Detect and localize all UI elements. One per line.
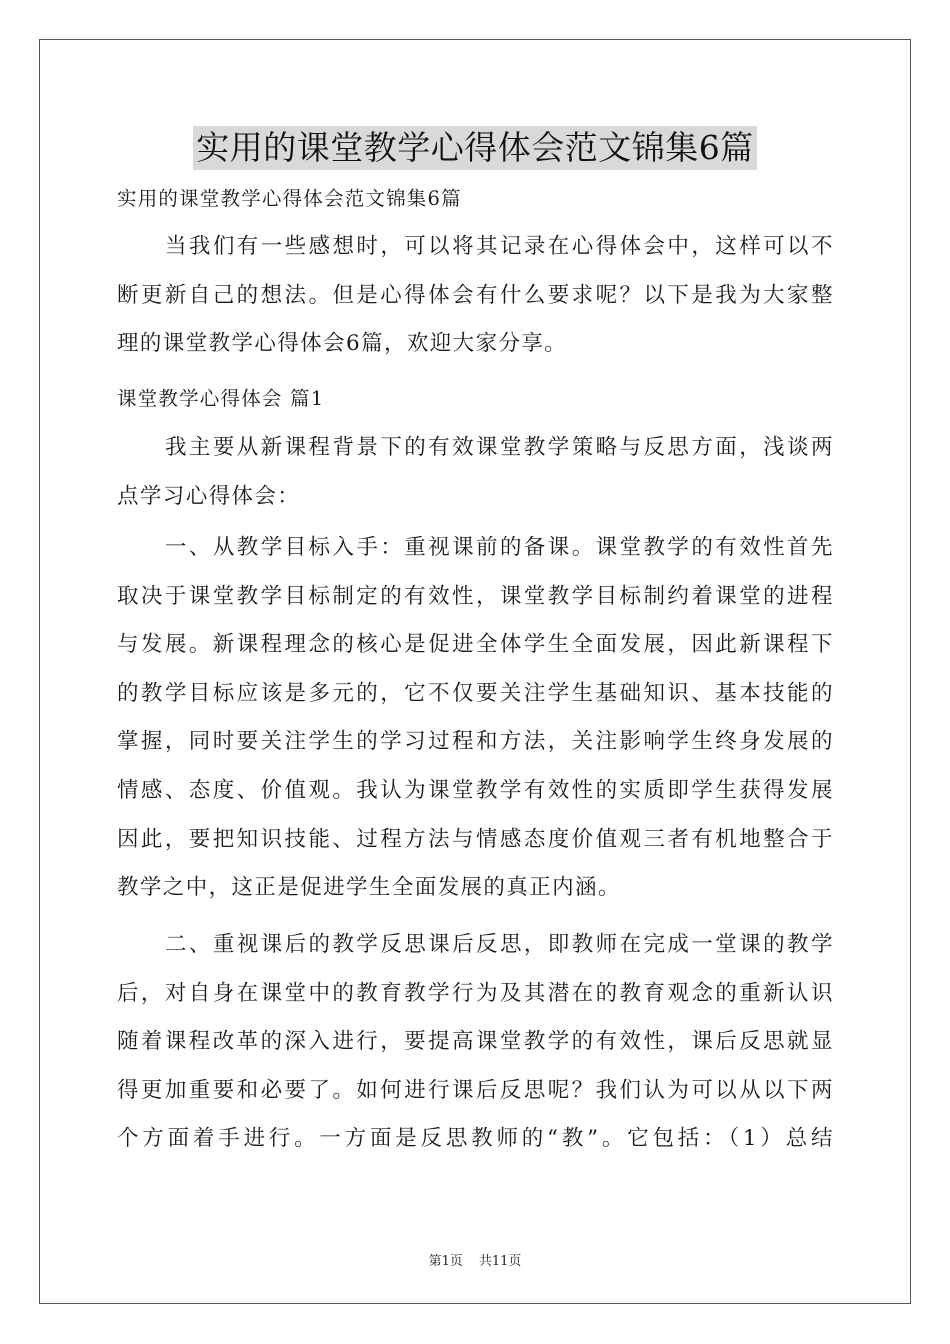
paragraph-1 xyxy=(117,424,833,521)
paragraph-3 xyxy=(117,921,833,1164)
paragraph-line: 随着课程改革的深入进行，要提高课堂教学的有效性，课后反思就显 xyxy=(117,1029,833,1055)
paragraph-line: 得更加重要和必要了。如何进行课后反思呢？我们认为可以从以下两 xyxy=(117,1077,833,1103)
paragraph-line: 情感、态度、价值观。我认为课堂教学有效性的实质即学生获得发展 xyxy=(117,777,833,803)
title-container xyxy=(0,126,950,170)
intro-paragraph xyxy=(117,223,833,369)
paragraph-line: 与发展。新课程理念的核心是促进全体学生全面发展，因此新课程下 xyxy=(117,632,833,658)
intro-line: 理的课堂教学心得体会6篇，欢迎大家分享。 xyxy=(117,331,568,357)
paragraph-line: 的教学目标应该是多元的，它不仅要关注学生基础知识、基本技能的 xyxy=(117,680,833,706)
paragraph-line: 一、从教学目标入手：重视课前的备课。课堂教学的有效性首先 xyxy=(165,535,833,560)
document-title: 实用的课堂教学心得体会范文锦集6篇 xyxy=(193,126,757,170)
paragraph-line: 教学之中，这正是促进学生全面发展的真正内涵。 xyxy=(117,875,621,901)
total-pages: 共11页 xyxy=(478,1254,522,1269)
paragraph-line: 我主要从新课程背景下的有效课堂教学策略与反思方面，浅谈两 xyxy=(165,435,833,460)
document-subtitle: 实用的课堂教学心得体会范文锦集6篇 xyxy=(117,187,462,210)
paragraph-line: 取决于课堂教学目标制定的有效性，课堂教学目标制约着课堂的进程 xyxy=(117,583,833,609)
page-footer xyxy=(0,1250,950,1269)
page-number: 第1页 xyxy=(428,1254,463,1269)
intro-line: 当我们有一些感想时，可以将其记录在心得体会中，这样可以不 xyxy=(165,234,833,259)
intro-line: 断更新自己的想法。但是心得体会有什么要求呢？以下是我为大家整 xyxy=(117,282,833,308)
section-heading: 课堂教学心得体会 篇1 xyxy=(117,387,325,410)
paragraph-2 xyxy=(117,524,833,913)
paragraph-line: 掌握，同时要关注学生的学习过程和方法，关注影响学生终身发展的 xyxy=(117,729,833,755)
paragraph-line: 点学习心得体会： xyxy=(117,483,301,509)
paragraph-line: 后，对自身在课堂中的教育教学行为及其潜在的教育观念的重新认识 xyxy=(117,980,833,1006)
paragraph-line: 个方面着手进行。一方面是反思教师的“教”。它包括：（1）总结 xyxy=(117,1126,833,1152)
paragraph-line: 二、重视课后的教学反思课后反思，即教师在完成一堂课的教学 xyxy=(165,932,833,957)
paragraph-line: 因此，要把知识技能、过程方法与情感态度价值观三者有机地整合于 xyxy=(117,826,833,852)
